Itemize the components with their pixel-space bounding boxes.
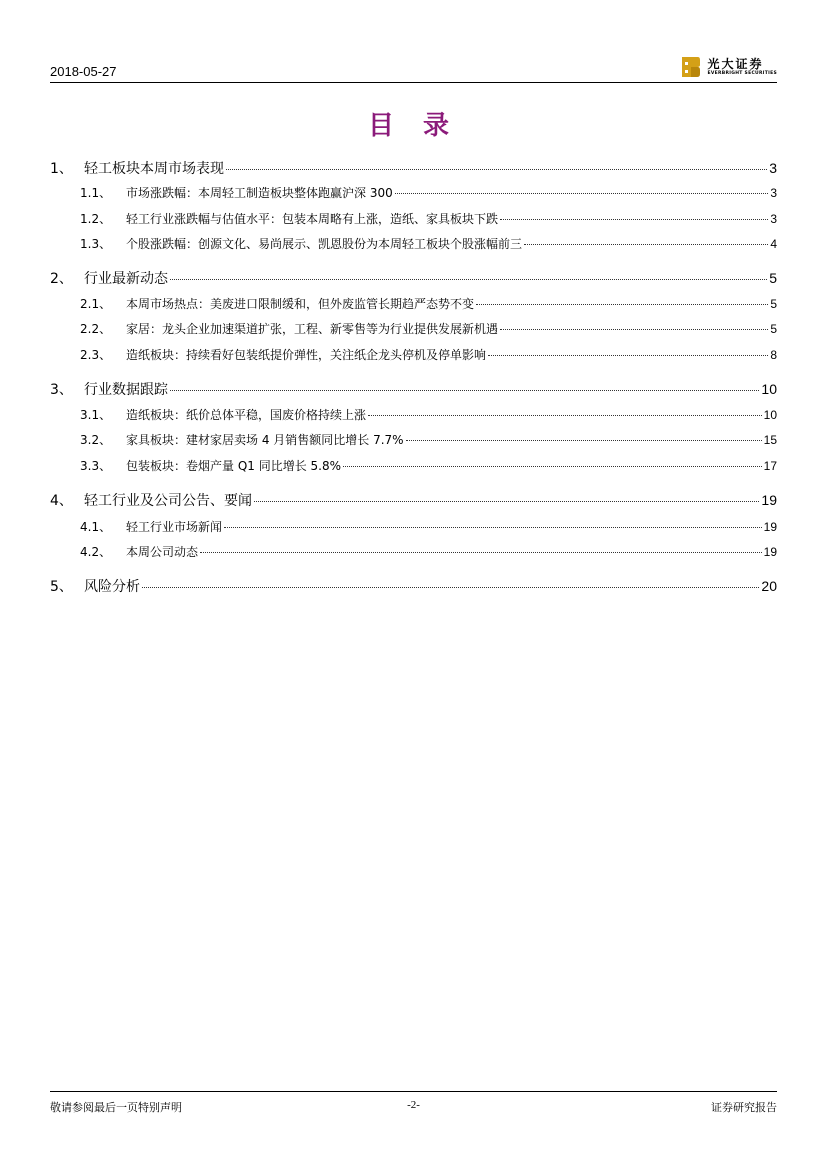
toc-entry-page: 20 bbox=[761, 578, 777, 594]
toc-entry-label: 市场涨跌幅：本周轻工制造板块整体跑赢沪深 300 bbox=[126, 186, 393, 200]
toc-entry-label: 家居：龙头企业加速渠道扩张，工程、新零售等为行业提供发展新机遇 bbox=[126, 322, 499, 336]
report-date: 2018-05-27 bbox=[50, 64, 117, 79]
toc-entry-page: 19 bbox=[763, 545, 777, 559]
toc-entry[interactable] bbox=[50, 320, 777, 340]
toc-entry-page: 8 bbox=[770, 348, 777, 362]
toc-entry[interactable] bbox=[50, 184, 777, 204]
toc-entry[interactable] bbox=[50, 431, 777, 451]
toc-entry-number: 5、 bbox=[50, 579, 73, 595]
toc-entry-number: 1、 bbox=[50, 161, 73, 177]
logo-english-name: EVERBRIGHT SECURITIES bbox=[707, 70, 777, 76]
toc-entry[interactable] bbox=[50, 235, 777, 255]
toc-entry[interactable] bbox=[50, 210, 777, 230]
toc-entry-page: 3 bbox=[770, 186, 777, 200]
toc-entry-label: 轻工行业市场新闻 bbox=[126, 520, 223, 534]
toc-entry-label: 家具板块：建材家居卖场 4 月销售额同比增长 7.7% bbox=[126, 433, 404, 447]
everbright-logo-icon bbox=[681, 56, 701, 78]
toc-entry-page: 19 bbox=[763, 520, 777, 534]
toc-entry-label: 风险分析 bbox=[84, 579, 140, 595]
toc-entry-label: 个股涨跌幅：创源文化、易尚展示、凯恩股份为本周轻工板块个股涨幅前三 bbox=[126, 237, 523, 251]
toc-entry-label: 行业最新动态 bbox=[84, 271, 168, 287]
toc-entry-number: 1.2、 bbox=[80, 212, 112, 226]
toc-entry-label: 轻工板块本周市场表现 bbox=[84, 161, 224, 177]
toc-entry-label: 造纸板块：纸价总体平稳，国废价格持续上涨 bbox=[126, 408, 367, 422]
toc-dot-leader bbox=[226, 169, 767, 170]
document-type: 证券研究报告 bbox=[711, 1101, 777, 1114]
toc-entry-label: 包装板块：卷烟产量 Q1 同比增长 5.8% bbox=[126, 459, 342, 473]
toc-entry-page: 3 bbox=[769, 160, 777, 176]
toc-entry-page: 5 bbox=[769, 270, 777, 286]
toc-entry-page: 5 bbox=[770, 322, 777, 336]
page-footer bbox=[50, 1091, 777, 1114]
toc-entry-label: 造纸板块：持续看好包装纸提价弹性，关注纸企龙头停机及停单影响 bbox=[126, 348, 487, 362]
toc-entry-number: 2.3、 bbox=[80, 348, 112, 362]
toc-dot-leader bbox=[500, 329, 768, 330]
toc-entry-label: 行业数据跟踪 bbox=[84, 382, 168, 398]
toc-dot-leader bbox=[170, 390, 759, 391]
toc-entry-label: 本周市场热点：美废进口限制缓和，但外废监管长期趋严态势不变 bbox=[126, 297, 475, 311]
toc-dot-leader bbox=[500, 219, 768, 220]
toc-entry-number: 2.1、 bbox=[80, 297, 112, 311]
page-header bbox=[50, 52, 777, 83]
toc-dot-leader bbox=[476, 304, 768, 305]
toc-dot-leader bbox=[254, 501, 759, 502]
toc-dot-leader bbox=[368, 415, 762, 416]
toc-entry-page: 10 bbox=[763, 408, 777, 422]
toc-entry-label: 本周公司动态 bbox=[126, 545, 199, 559]
toc-entry-page: 3 bbox=[770, 212, 777, 226]
toc-entry[interactable] bbox=[50, 295, 777, 315]
toc-entry[interactable] bbox=[50, 543, 777, 563]
toc-entry-number: 3.1、 bbox=[80, 408, 112, 422]
toc-entry-number: 4.1、 bbox=[80, 520, 112, 534]
toc-entry-number: 2、 bbox=[50, 271, 73, 287]
toc-entry-number: 3.2、 bbox=[80, 433, 112, 447]
toc-entry-page: 5 bbox=[770, 297, 777, 311]
toc-entry[interactable] bbox=[50, 346, 777, 366]
toc-entry-number: 3.3、 bbox=[80, 459, 112, 473]
toc-entry[interactable] bbox=[50, 158, 777, 182]
toc-dot-leader bbox=[142, 587, 759, 588]
toc-entry[interactable] bbox=[50, 379, 777, 403]
disclaimer-note: 敬请参阅最后一页特别声明 bbox=[50, 1101, 182, 1114]
toc-dot-leader bbox=[488, 355, 768, 356]
toc-entry[interactable] bbox=[50, 268, 777, 292]
toc-entry-page: 15 bbox=[763, 433, 777, 447]
logo-chinese-name: 光大证券 bbox=[707, 56, 764, 71]
toc-title: 目 录 bbox=[367, 111, 460, 141]
toc-dot-leader bbox=[170, 279, 767, 280]
toc-entry-number: 1.1、 bbox=[80, 186, 112, 200]
toc-entry[interactable] bbox=[50, 490, 777, 514]
toc-entry-label: 轻工行业及公司公告、要闻 bbox=[84, 493, 252, 509]
toc-entry-page: 17 bbox=[763, 459, 777, 473]
toc-dot-leader bbox=[343, 466, 762, 467]
toc-entry[interactable] bbox=[50, 576, 777, 600]
toc-entry-number: 1.3、 bbox=[80, 237, 112, 251]
company-logo bbox=[681, 54, 777, 80]
toc-entry-number: 4、 bbox=[50, 493, 73, 509]
toc-entry-page: 10 bbox=[761, 381, 777, 397]
page-number: -2- bbox=[407, 1099, 420, 1111]
toc-entry-page: 4 bbox=[770, 237, 777, 251]
toc-entry-number: 2.2、 bbox=[80, 322, 112, 336]
toc-dot-leader bbox=[406, 440, 762, 441]
toc-entry[interactable] bbox=[50, 457, 777, 477]
toc-dot-leader bbox=[524, 244, 768, 245]
toc-entry-page: 19 bbox=[761, 492, 777, 508]
toc-dot-leader bbox=[200, 552, 762, 553]
toc-dot-leader bbox=[395, 193, 769, 194]
toc-entry-label: 轻工行业涨跌幅与估值水平：包装本周略有上涨，造纸、家具板块下跌 bbox=[126, 212, 499, 226]
toc-entry[interactable] bbox=[50, 406, 777, 426]
toc-entry-number: 3、 bbox=[50, 382, 73, 398]
toc-dot-leader bbox=[224, 527, 762, 528]
toc-entry-number: 4.2、 bbox=[80, 545, 112, 559]
toc-entry[interactable] bbox=[50, 518, 777, 538]
